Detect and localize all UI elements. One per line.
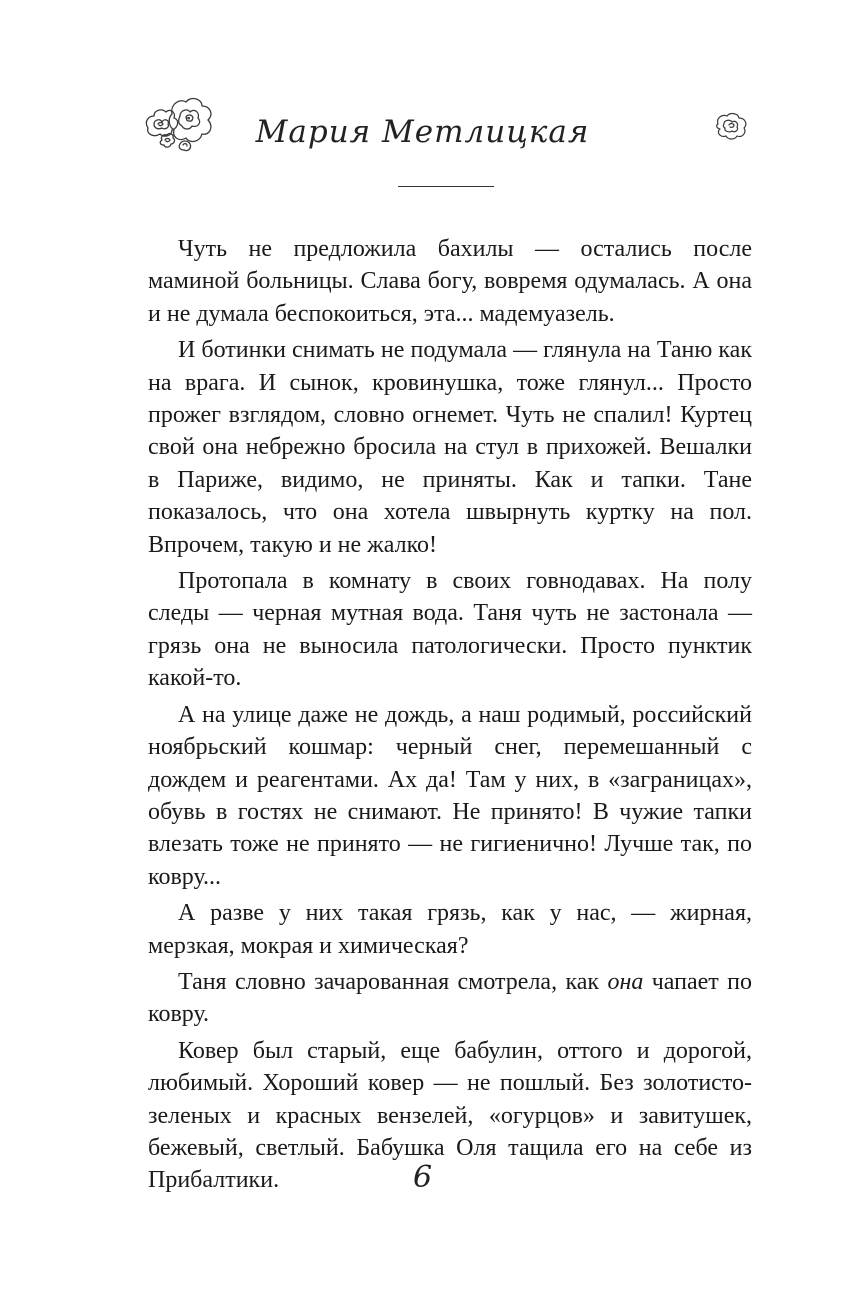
paragraph-6 [148, 966, 752, 1031]
paragraph-3: Протопала в комнату в своих говнодавах. На полу следы — черная мутная вода. Таня чуть не застонала — грязь она не выносила патологически. Просто пунктик какой-то. [148, 568, 752, 692]
paragraph-4: А на улице даже не дождь, а наш родимый, российский ноябрьский кошмар: черный снег, перемешанный с дождем и реагентами. Ах да! Там у них, в «заграницах», обувь в гостях не снимают. Не принято! В чужие тапки влезать тоже не принято — не гигиенично! Лучше так, по ковру... [148, 701, 752, 890]
page-number: 6 [412, 1160, 433, 1195]
running-header [0, 92, 845, 172]
small-rose-ornament-icon [712, 110, 752, 142]
paragraph-7: Ковер был старый, еще бабулин, оттого и дорогой, любимый. Хороший ковер — не пошлый. Без золотисто-зеленых и красных вензелей, «огурцов» и завитушек, бежевый, светлый. Бабушка Оля тащила его на себе из Прибалтики. [148, 1037, 752, 1194]
paragraph-6-before: Таня словно зачарованная смотрела, как [178, 968, 608, 995]
paragraph-1: Чуть не предложила бахилы — остались после маминой больницы. Слава богу, вовремя одумалась. А она и не думала беспокоиться, эта... мадемуазель. [148, 236, 752, 327]
author-name: Мария Метлицкая [255, 114, 590, 150]
paragraph-6-after: чапает по ковру. [148, 968, 752, 1028]
chapter-body-text [148, 233, 752, 1197]
paragraph-2: И ботинки снимать не подумала — глянула на Таню как на врага. И сынок, кровинушка, тоже глянул... Просто прожег взглядом, словно огнемет. Чуть не спалил! Куртец свой она небрежно бросила на стул в прихожей. Вешалки в Париже, видимо, не приняты. Как и тапки. Тане показалось, что она хотела швырнуть куртку на пол. Впрочем, такую и не жалко! [148, 337, 752, 558]
paragraph-5: А разве у них такая грязь, как у нас, — жирная, мерзкая, мокрая и химическая? [148, 900, 752, 959]
paragraph-6-emphasis: она [607, 968, 644, 995]
header-divider [398, 186, 494, 187]
